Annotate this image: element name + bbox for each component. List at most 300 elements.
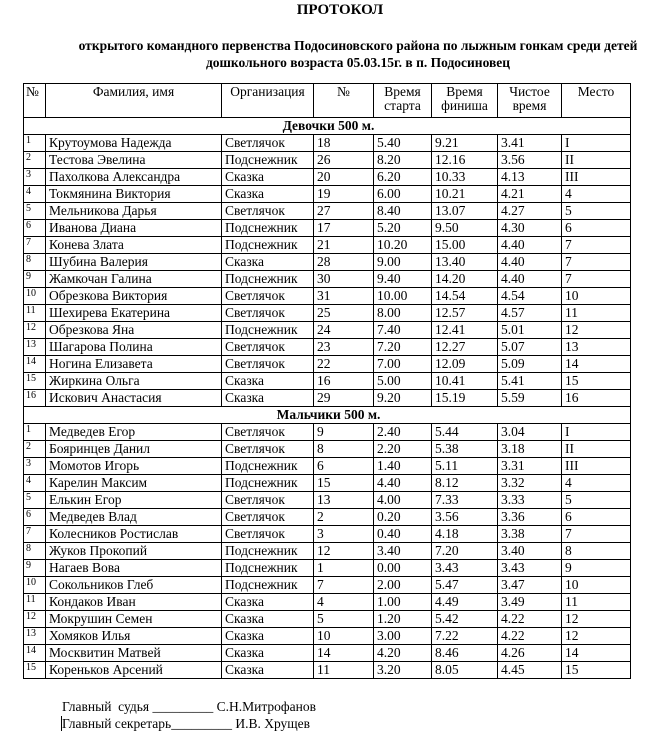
cell-org: Светлячок	[222, 509, 314, 526]
cell-place: I	[562, 424, 631, 441]
cell-start: 3.20	[374, 662, 432, 679]
cell-net: 4.40	[498, 254, 562, 271]
table-row	[24, 220, 631, 237]
cell-finish: 5.11	[432, 458, 498, 475]
cell-name: Мельникова Дарья	[46, 203, 222, 220]
cell-place: 14	[562, 356, 631, 373]
cell-org: Подснежник	[222, 322, 314, 339]
table-row	[24, 271, 631, 288]
document-subtitle	[0, 37, 662, 71]
cell-start: 9.00	[374, 254, 432, 271]
cell-net: 4.57	[498, 305, 562, 322]
cell-net: 3.18	[498, 441, 562, 458]
cell-start: 1.00	[374, 594, 432, 611]
cell-finish: 13.40	[432, 254, 498, 271]
table-header	[24, 84, 631, 118]
cell-finish: 12.27	[432, 339, 498, 356]
cell-bib: 12	[314, 543, 374, 560]
cell-name: Тестова Эвелина	[46, 152, 222, 169]
cell-name: Жиркина Ольга	[46, 373, 222, 390]
cell-start: 10.00	[374, 288, 432, 305]
cell-net: 3.32	[498, 475, 562, 492]
cell-name: Жуков Прокопий	[46, 543, 222, 560]
subtitle-line-2: дошкольного возраста 05.03.15г. в п. Подосиновец	[205, 55, 511, 70]
cell-num: 3	[24, 169, 46, 186]
cell-place: 14	[562, 645, 631, 662]
table-row	[24, 577, 631, 594]
cell-finish: 5.44	[432, 424, 498, 441]
cell-bib: 11	[314, 662, 374, 679]
cell-org: Светлячок	[222, 135, 314, 152]
cell-bib: 5	[314, 611, 374, 628]
group-title: Девочки 500 м.	[24, 118, 631, 135]
cell-num: 2	[24, 152, 46, 169]
cell-bib: 13	[314, 492, 374, 509]
cell-bib: 8	[314, 441, 374, 458]
cell-finish: 12.09	[432, 356, 498, 373]
table-row	[24, 475, 631, 492]
subtitle-line-1: открытого командного первенства Подосиновского района по лыжным гонкам среди детей	[78, 38, 638, 53]
cell-bib: 24	[314, 322, 374, 339]
table-row	[24, 288, 631, 305]
table-row	[24, 509, 631, 526]
cell-num: 4	[24, 186, 46, 203]
cell-net: 3.36	[498, 509, 562, 526]
group-row	[24, 118, 631, 135]
cell-place: I	[562, 135, 631, 152]
cell-start: 6.00	[374, 186, 432, 203]
cell-num: 16	[24, 390, 46, 407]
cell-org: Светлячок	[222, 288, 314, 305]
col-place-header: Место	[562, 84, 631, 118]
cell-finish: 4.18	[432, 526, 498, 543]
cell-name: Медведев Егор	[46, 424, 222, 441]
cell-num: 6	[24, 509, 46, 526]
cell-place: 10	[562, 577, 631, 594]
cell-num: 11	[24, 305, 46, 322]
cell-start: 3.40	[374, 543, 432, 560]
cell-org: Подснежник	[222, 458, 314, 475]
cell-bib: 23	[314, 339, 374, 356]
cell-place: 16	[562, 390, 631, 407]
cell-org: Сказка	[222, 390, 314, 407]
cell-bib: 29	[314, 390, 374, 407]
cell-net: 5.41	[498, 373, 562, 390]
cell-finish: 5.47	[432, 577, 498, 594]
group-title: Мальчики 500 м.	[24, 407, 631, 424]
cell-num: 8	[24, 254, 46, 271]
table-row	[24, 135, 631, 152]
cell-org: Сказка	[222, 645, 314, 662]
cell-num: 14	[24, 356, 46, 373]
cell-net: 5.59	[498, 390, 562, 407]
cell-org: Светлячок	[222, 203, 314, 220]
cell-net: 3.56	[498, 152, 562, 169]
cell-start: 2.20	[374, 441, 432, 458]
cell-org: Подснежник	[222, 220, 314, 237]
cell-net: 4.30	[498, 220, 562, 237]
cell-finish: 7.22	[432, 628, 498, 645]
cell-finish: 12.57	[432, 305, 498, 322]
cell-org: Светлячок	[222, 526, 314, 543]
cell-num: 2	[24, 441, 46, 458]
col-start-header: Время старта	[374, 84, 432, 118]
table-row	[24, 594, 631, 611]
col-bib-header: №	[314, 84, 374, 118]
cell-name: Кондаков Иван	[46, 594, 222, 611]
table-row	[24, 237, 631, 254]
cell-bib: 1	[314, 560, 374, 577]
cell-num: 5	[24, 203, 46, 220]
cell-org: Подснежник	[222, 577, 314, 594]
cell-org: Светлячок	[222, 424, 314, 441]
cell-bib: 21	[314, 237, 374, 254]
cell-bib: 18	[314, 135, 374, 152]
table-row	[24, 254, 631, 271]
cell-start: 2.40	[374, 424, 432, 441]
cell-bib: 19	[314, 186, 374, 203]
cell-start: 0.00	[374, 560, 432, 577]
cell-net: 4.40	[498, 237, 562, 254]
cell-finish: 7.33	[432, 492, 498, 509]
cell-name: Жамкочан Галина	[46, 271, 222, 288]
cell-place: III	[562, 169, 631, 186]
cell-bib: 2	[314, 509, 374, 526]
cell-num: 1	[24, 424, 46, 441]
cell-net: 4.54	[498, 288, 562, 305]
cell-name: Нагаев Вова	[46, 560, 222, 577]
cell-start: 0.40	[374, 526, 432, 543]
cell-place: 4	[562, 475, 631, 492]
cell-finish: 9.50	[432, 220, 498, 237]
cell-name: Мокрушин Семен	[46, 611, 222, 628]
cell-name: Обрезкова Яна	[46, 322, 222, 339]
cell-num: 3	[24, 458, 46, 475]
cell-org: Подснежник	[222, 271, 314, 288]
cell-start: 9.40	[374, 271, 432, 288]
cell-name: Бояринцев Данил	[46, 441, 222, 458]
cell-net: 3.43	[498, 560, 562, 577]
cell-org: Сказка	[222, 611, 314, 628]
cell-bib: 10	[314, 628, 374, 645]
cell-place: 7	[562, 254, 631, 271]
cell-place: II	[562, 441, 631, 458]
cell-finish: 14.20	[432, 271, 498, 288]
cell-name: Кореньков Арсений	[46, 662, 222, 679]
cell-org: Подснежник	[222, 152, 314, 169]
cell-bib: 6	[314, 458, 374, 475]
cell-start: 1.40	[374, 458, 432, 475]
cell-org: Светлячок	[222, 356, 314, 373]
cell-name: Конева Злата	[46, 237, 222, 254]
cell-start: 4.20	[374, 645, 432, 662]
cell-place: 6	[562, 220, 631, 237]
cell-net: 4.26	[498, 645, 562, 662]
table-row	[24, 543, 631, 560]
cell-net: 4.27	[498, 203, 562, 220]
table-row	[24, 441, 631, 458]
cell-place: II	[562, 152, 631, 169]
cell-place: 5	[562, 203, 631, 220]
cell-start: 7.00	[374, 356, 432, 373]
cell-finish: 15.00	[432, 237, 498, 254]
cell-bib: 22	[314, 356, 374, 373]
cell-finish: 13.07	[432, 203, 498, 220]
cell-org: Светлячок	[222, 305, 314, 322]
table-row	[24, 169, 631, 186]
cell-place: 10	[562, 288, 631, 305]
cell-net: 3.41	[498, 135, 562, 152]
cell-bib: 16	[314, 373, 374, 390]
cell-start: 5.40	[374, 135, 432, 152]
cell-place: 7	[562, 237, 631, 254]
cell-num: 1	[24, 135, 46, 152]
cell-finish: 8.12	[432, 475, 498, 492]
cell-bib: 27	[314, 203, 374, 220]
table-row	[24, 645, 631, 662]
signatures	[62, 698, 316, 732]
cell-bib: 7	[314, 577, 374, 594]
table-row	[24, 458, 631, 475]
table-row	[24, 526, 631, 543]
cell-name: Шехирева Екатерина	[46, 305, 222, 322]
cell-start: 4.00	[374, 492, 432, 509]
cell-finish: 3.56	[432, 509, 498, 526]
cell-place: 7	[562, 526, 631, 543]
cell-num: 7	[24, 237, 46, 254]
cell-name: Обрезкова Виктория	[46, 288, 222, 305]
cell-bib: 3	[314, 526, 374, 543]
cell-bib: 26	[314, 152, 374, 169]
cell-name: Искович Анастасия	[46, 390, 222, 407]
cell-net: 3.04	[498, 424, 562, 441]
cell-place: 15	[562, 373, 631, 390]
cell-name: Карелин Максим	[46, 475, 222, 492]
cell-start: 8.00	[374, 305, 432, 322]
table-row	[24, 373, 631, 390]
cell-num: 9	[24, 271, 46, 288]
cell-net: 4.40	[498, 271, 562, 288]
cell-bib: 14	[314, 645, 374, 662]
cell-finish: 4.49	[432, 594, 498, 611]
cell-start: 8.40	[374, 203, 432, 220]
table-row	[24, 628, 631, 645]
cell-finish: 5.42	[432, 611, 498, 628]
cell-net: 5.07	[498, 339, 562, 356]
cell-place: 6	[562, 509, 631, 526]
cell-net: 3.49	[498, 594, 562, 611]
cell-net: 3.33	[498, 492, 562, 509]
col-org-header: Организация	[222, 84, 314, 118]
cell-start: 3.00	[374, 628, 432, 645]
cell-finish: 12.41	[432, 322, 498, 339]
cell-bib: 28	[314, 254, 374, 271]
table-row	[24, 390, 631, 407]
cell-num: 13	[24, 628, 46, 645]
cell-place: 9	[562, 560, 631, 577]
cell-place: 12	[562, 322, 631, 339]
table-row	[24, 152, 631, 169]
cell-place: 12	[562, 628, 631, 645]
cell-org: Сказка	[222, 186, 314, 203]
cell-name: Ногина Елизавета	[46, 356, 222, 373]
cell-net: 5.09	[498, 356, 562, 373]
cell-start: 8.20	[374, 152, 432, 169]
cell-start: 2.00	[374, 577, 432, 594]
table-row	[24, 492, 631, 509]
cell-start: 9.20	[374, 390, 432, 407]
cell-net: 3.40	[498, 543, 562, 560]
cell-place: III	[562, 458, 631, 475]
col-finish-header: Время финиша	[432, 84, 498, 118]
document-title: ПРОТОКОЛ	[296, 2, 384, 18]
cell-place: 13	[562, 339, 631, 356]
cell-org: Подснежник	[222, 237, 314, 254]
cell-bib: 9	[314, 424, 374, 441]
cell-org: Сказка	[222, 594, 314, 611]
cell-place: 15	[562, 662, 631, 679]
cell-name: Иванова Диана	[46, 220, 222, 237]
table-row	[24, 662, 631, 679]
cell-start: 5.00	[374, 373, 432, 390]
cell-start: 7.20	[374, 339, 432, 356]
group-row	[24, 407, 631, 424]
cell-num: 11	[24, 594, 46, 611]
cell-finish: 7.20	[432, 543, 498, 560]
cell-num: 13	[24, 339, 46, 356]
cell-name: Сокольников Глеб	[46, 577, 222, 594]
cell-start: 1.20	[374, 611, 432, 628]
cell-org: Подснежник	[222, 475, 314, 492]
cell-name: Крутоумова Надежда	[46, 135, 222, 152]
text-cursor	[61, 716, 62, 731]
cell-net: 4.45	[498, 662, 562, 679]
table-row	[24, 611, 631, 628]
cell-net: 3.38	[498, 526, 562, 543]
cell-name: Шубина Валерия	[46, 254, 222, 271]
cell-num: 10	[24, 288, 46, 305]
cell-net: 4.13	[498, 169, 562, 186]
results-table	[23, 83, 631, 679]
table-row	[24, 322, 631, 339]
cell-org: Сказка	[222, 373, 314, 390]
cell-name: Пахолкова Александра	[46, 169, 222, 186]
cell-bib: 17	[314, 220, 374, 237]
cell-num: 8	[24, 543, 46, 560]
cell-place: 5	[562, 492, 631, 509]
cell-org: Сказка	[222, 169, 314, 186]
cell-finish: 9.21	[432, 135, 498, 152]
cell-finish: 10.21	[432, 186, 498, 203]
cell-name: Хомяков Илья	[46, 628, 222, 645]
cell-name: Токмянина Виктория	[46, 186, 222, 203]
cell-place: 7	[562, 271, 631, 288]
cell-num: 15	[24, 662, 46, 679]
cell-bib: 15	[314, 475, 374, 492]
chief-secretary-signature: Главный секретарь_________ И.В. Хрущев	[62, 716, 311, 731]
cell-place: 12	[562, 611, 631, 628]
cell-org: Сказка	[222, 628, 314, 645]
table-row	[24, 203, 631, 220]
cell-start: 6.20	[374, 169, 432, 186]
cell-start: 4.40	[374, 475, 432, 492]
cell-num: 6	[24, 220, 46, 237]
cell-finish: 14.54	[432, 288, 498, 305]
cell-org: Подснежник	[222, 560, 314, 577]
cell-org: Сказка	[222, 662, 314, 679]
cell-net: 3.31	[498, 458, 562, 475]
cell-start: 10.20	[374, 237, 432, 254]
table-row	[24, 186, 631, 203]
table-row	[24, 424, 631, 441]
cell-name: Колесников Ростислав	[46, 526, 222, 543]
cell-num: 12	[24, 322, 46, 339]
cell-net: 4.22	[498, 611, 562, 628]
cell-finish: 3.43	[432, 560, 498, 577]
cell-num: 10	[24, 577, 46, 594]
chief-judge-signature: Главный судья _________ С.Н.Митрофанов	[62, 699, 316, 714]
col-name-header: Фамилия, имя	[46, 84, 222, 118]
table-body	[24, 118, 631, 679]
cell-finish: 12.16	[432, 152, 498, 169]
cell-finish: 10.41	[432, 373, 498, 390]
cell-net: 4.21	[498, 186, 562, 203]
cell-num: 5	[24, 492, 46, 509]
cell-name: Шагарова Полина	[46, 339, 222, 356]
cell-bib: 31	[314, 288, 374, 305]
col-num-header: №	[24, 84, 46, 118]
cell-num: 15	[24, 373, 46, 390]
cell-num: 9	[24, 560, 46, 577]
cell-bib: 4	[314, 594, 374, 611]
cell-finish: 10.33	[432, 169, 498, 186]
col-net-header: Чистое время	[498, 84, 562, 118]
cell-place: 4	[562, 186, 631, 203]
cell-name: Момотов Игорь	[46, 458, 222, 475]
cell-net: 3.47	[498, 577, 562, 594]
cell-num: 7	[24, 526, 46, 543]
cell-finish: 8.46	[432, 645, 498, 662]
cell-finish: 8.05	[432, 662, 498, 679]
cell-place: 11	[562, 305, 631, 322]
cell-org: Светлячок	[222, 492, 314, 509]
cell-num: 12	[24, 611, 46, 628]
cell-org: Светлячок	[222, 339, 314, 356]
cell-bib: 20	[314, 169, 374, 186]
cell-num: 14	[24, 645, 46, 662]
cell-start: 0.20	[374, 509, 432, 526]
table-row	[24, 305, 631, 322]
cell-bib: 25	[314, 305, 374, 322]
cell-start: 7.40	[374, 322, 432, 339]
cell-name: Медведев Влад	[46, 509, 222, 526]
cell-name: Елькин Егор	[46, 492, 222, 509]
cell-finish: 5.38	[432, 441, 498, 458]
cell-org: Сказка	[222, 254, 314, 271]
table-row	[24, 560, 631, 577]
cell-name: Москвитин Матвей	[46, 645, 222, 662]
cell-net: 5.01	[498, 322, 562, 339]
cell-org: Светлячок	[222, 441, 314, 458]
cell-finish: 15.19	[432, 390, 498, 407]
cell-place: 8	[562, 543, 631, 560]
cell-start: 5.20	[374, 220, 432, 237]
table-row	[24, 339, 631, 356]
cell-place: 11	[562, 594, 631, 611]
table-row	[24, 356, 631, 373]
cell-net: 4.22	[498, 628, 562, 645]
cell-org: Подснежник	[222, 543, 314, 560]
